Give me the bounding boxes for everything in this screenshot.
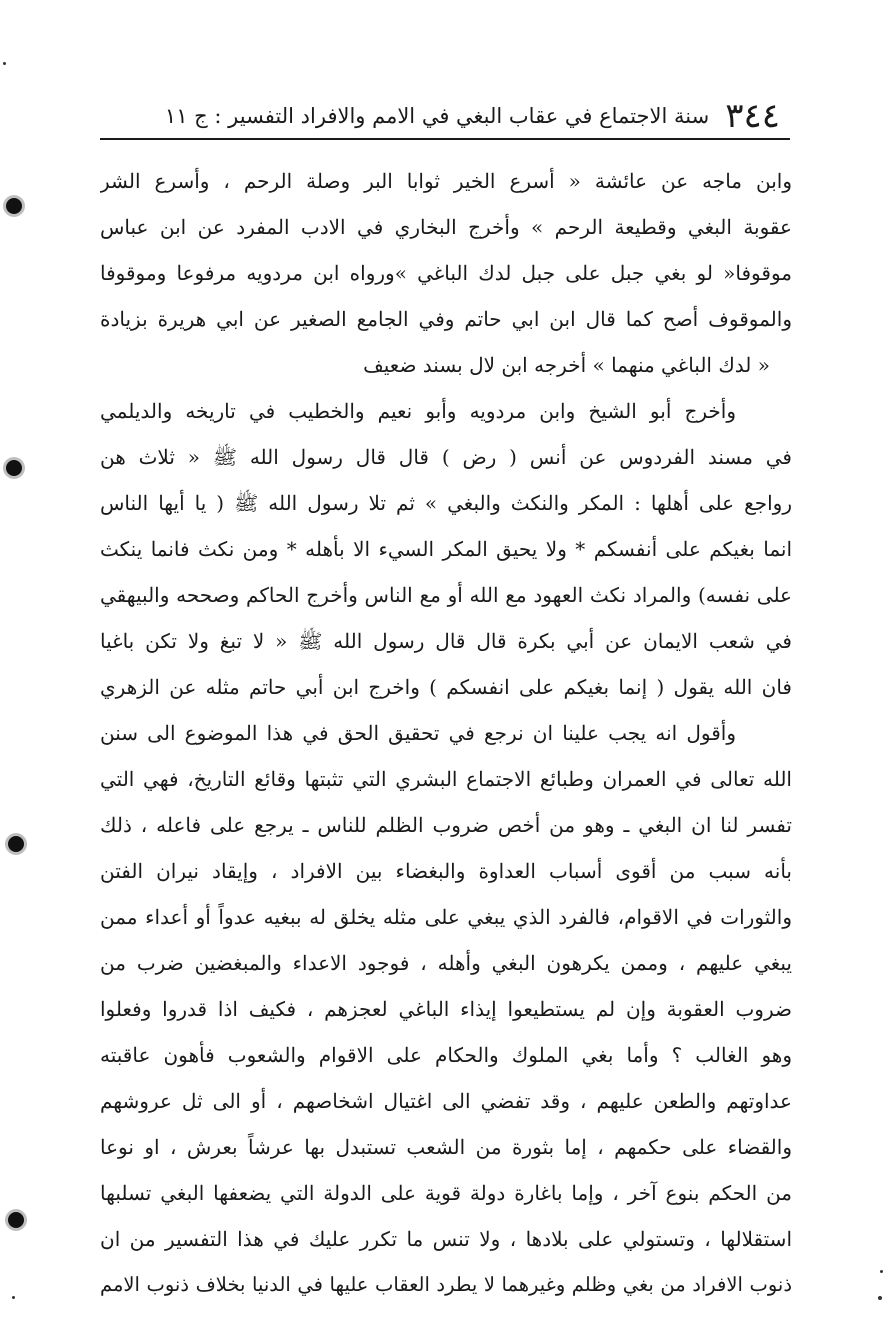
text-line: انما بغيكم على أنفسكم * ولا يحيق المكر السيء الا بأهله * ومن نكث فانما ينكث — [100, 537, 792, 561]
text-line: يبغي عليهم ، وممن يكرهون البغي وأهله ، فوجود الاعداء والمبغضين ضرب من — [100, 951, 792, 975]
speck — [3, 62, 6, 65]
body-text — [100, 158, 792, 1308]
speck — [878, 1296, 882, 1300]
text-line: استقلالها ، وتستولي على بلادها ، ولا تنس ما تكرر عليك في هذا التفسير من ان — [100, 1227, 792, 1251]
text-line: والقضاء على حكمهم ، إما بثورة من الشعب تستبدل بها عرشاً بعرش ، او نوعا — [100, 1135, 792, 1159]
running-title: سنة الاجتماع في عقاب البغي في الامم والافراد التفسير : ج ١١ — [164, 104, 710, 128]
text-line: رواجع على أهلها : المكر والنكث والبغي » ثم تلا رسول الله ﷺ ( يا أيها الناس — [100, 491, 792, 515]
paragraph-start-line: وأخرج أبو الشيخ وابن مردويه وأبو نعيم والخطيب في تاريخه والديلمي — [100, 399, 736, 423]
speck — [12, 1296, 15, 1299]
text-line: تفسر لنا ان البغي ـ وهو من أخص ضروب الظلم للناس ـ يرجع على فاعله ، ذلك — [100, 813, 792, 837]
binding-hole-icon — [8, 836, 24, 852]
text-line: فان الله يقول ( إنما بغيكم على انفسكم ) واخرج ابن أبي حاتم مثله عن الزهري — [100, 675, 792, 699]
text-line: بأنه سبب من أقوى أسباب العداوة والبغضاء بين الافراد ، وإيقاد نيران الفتن — [100, 859, 792, 883]
paragraph-start-line: وأقول انه يجب علينا ان نرجع في تحقيق الحق في هذا الموضوع الى سنن — [100, 721, 736, 745]
text-line: في شعب الايمان عن أبي بكرة قال قال رسول الله ﷺ « لا تبغ ولا تكن باغيا — [100, 629, 792, 653]
text-line: ذنوب الافراد من بغي وظلم وغيرهما لا يطرد العقاب عليها في الدنيا بخلاف ذنوب الامم — [100, 1273, 792, 1296]
binding-hole-icon — [8, 1212, 24, 1228]
text-line: والموقوف أصح كما قال ابن ابي حاتم وفي الجامع الصغير عن ابي هريرة بزيادة — [100, 307, 792, 331]
text-line: على نفسه) والمراد نكث العهود مع الله أو مع الناس وأخرج الحاكم وصححه والبيهقي — [100, 583, 792, 607]
text-line: والثورات في الاقوام، فالفرد الذي يبغي على مثله يخلق له ببغيه عدواً أو أعداء ممن — [100, 905, 792, 929]
text-line: ضروب العقوبة وإن لم يستطيعوا إيذاء الباغي لعجزهم ، فكيف اذا قدروا وفعلوا — [100, 997, 792, 1021]
text-line: عقوبة البغي وقطيعة الرحم » وأخرج البخاري في الادب المفرد عن ابن عباس — [100, 215, 792, 239]
text-line: وهو الغالب ؟ وأما بغي الملوك والحكام على الاقوام والشعوب فأهون عاقبته — [100, 1043, 792, 1067]
running-header — [100, 96, 780, 136]
binding-hole-icon — [6, 198, 22, 214]
text-line: عداوتهم والطعن عليهم ، وقد تفضي الى اغتيال اشخاصهم ، أو الى ثل عروشهم — [100, 1089, 792, 1113]
text-line: من الحكم بنوع آخر ، وإما باغارة دولة قوية على الدولة التي يضعفها البغي تسلبها — [100, 1181, 792, 1205]
text-line: الله تعالى في العمران وطبائع الاجتماع البشري التي تثبتها وقائع التاريخ، فهي التي — [100, 767, 792, 791]
text-line: وابن ماجه عن عائشة « أسرع الخير ثوابا البر وصلة الرحم ، وأسرع الشر — [100, 169, 792, 193]
text-line: في مسند الفردوس عن أنس ( رض ) قال قال رسول الله ﷺ « ثلاث هن — [100, 445, 792, 469]
text-line: موقوفا« لو بغي جبل على جبل لدك الباغي »ورواه ابن مردويه مرفوعا وموقوفا — [100, 261, 792, 285]
text-line: « لدك الباغي منهما » أخرجه ابن لال بسند ضعيف — [363, 353, 770, 377]
speck — [880, 1270, 883, 1273]
binding-hole-icon — [6, 460, 22, 476]
page-number: ٣٤٤ — [725, 96, 780, 136]
header-rule — [100, 138, 790, 140]
